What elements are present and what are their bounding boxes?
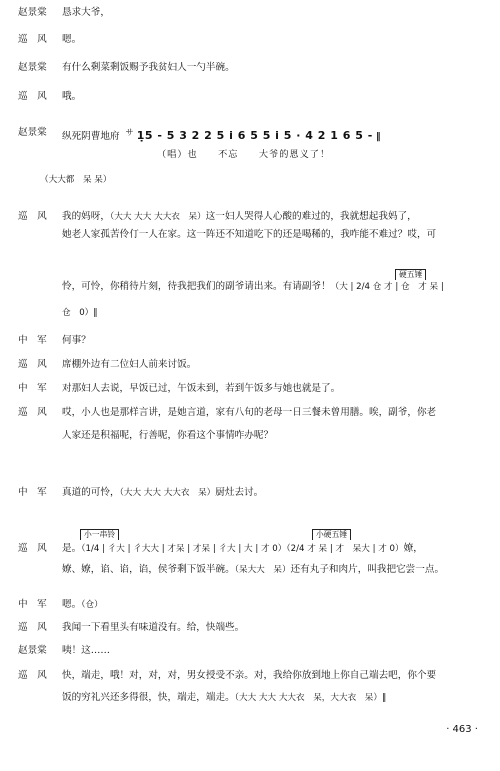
dialogue-line: 嫽， <box>403 543 423 554</box>
dialogue-line: 饭的穷礼兴还多得很，快，端走，端走。 <box>62 692 235 703</box>
dialogue-line: 何事？ <box>62 335 91 346</box>
speaker-name: 赵景棠 <box>18 645 47 656</box>
dialogue-line: 嫽、嫽，谄、谄，谄，侯爷剩下饭半碗。 <box>62 564 235 575</box>
percussion-pattern: （大大 大大 大大衣 呆） <box>119 488 216 498</box>
dialogue-line: 快，端走，哦！对，对，对，男女授受不亲。对，我给你放到地上你自己端去吧，你个要 <box>62 670 437 681</box>
speaker-name: 中 军 <box>18 383 47 394</box>
speaker-name: 赵景棠 <box>18 7 47 18</box>
label-box: 硬五锤 <box>395 269 426 280</box>
barline: ‖ <box>375 131 381 143</box>
dialogue-line: 有什么剩菜剩饭赐予我贫妇人一勺半碗。 <box>62 62 235 73</box>
percussion-pattern: （大 | 2/4 仓 才 | 仓 才 呆 | <box>330 282 444 292</box>
speaker-name: 中 军 <box>18 599 47 610</box>
dialogue-line: 真道的可怜， <box>62 487 120 498</box>
speaker-name: 中 军 <box>18 335 47 346</box>
dialogue-line: 席棚外边有二位妇人前来讨饭。 <box>62 359 197 370</box>
jianpu-notes: 1̣5 - 5 3 2 2 5 i 6 5 5 i 5 · 4 2 1 6 5 - <box>136 129 373 143</box>
speaker-name: 赵景棠 <box>18 62 47 73</box>
speaker-name: 中 军 <box>18 487 47 498</box>
dialogue-line: 人家还是积福呢，行善呢，你看这个事情咋办呢？ <box>62 430 274 441</box>
speaker-name: 巡 风 <box>18 543 47 554</box>
dialogue-line: 恳求大爷， <box>62 7 110 18</box>
speaker-name: 巡 风 <box>18 359 47 370</box>
speaker-name: 巡 风 <box>18 34 47 45</box>
dialogue-line: 她老人家孤苦伶仃一人在家。这一阵还不知道吃下的还是喝稀的，我咋能不难过？哎，可 <box>62 229 437 240</box>
dialogue-line: 厨灶去讨。 <box>215 487 264 498</box>
speaker-name: 巡 风 <box>18 407 47 418</box>
percussion-pattern: （大大 大大 大大衣 呆，大大衣 呆）‖ <box>234 693 387 703</box>
dialogue-line: 对那妇人去说，早饭已过，午饭未到，若到午饭多与她也就是了。 <box>62 383 341 394</box>
percussion-pattern: 仓 0）‖ <box>62 308 98 318</box>
percussion-pattern: （大大 大大 大大衣 呆） <box>109 212 206 222</box>
percussion-pattern: （大大都 呆 呆） <box>40 175 112 185</box>
percussion-pattern: （仓） <box>81 600 103 610</box>
speaker-name: 巡 风 <box>18 211 47 222</box>
lyric-line: （唱）也 不忘 大爷的恩义了！ <box>157 149 331 160</box>
speaker-name: 巡 风 <box>18 91 47 102</box>
page-number: · 463 · <box>446 724 478 735</box>
speaker-name: 巡 风 <box>18 622 47 633</box>
label-box: 小硬五锤 <box>312 529 351 540</box>
speaker-name: 赵景棠 <box>18 127 47 138</box>
dialogue-line: 这一妇人哭得人心酸的难过的，我就想起我妈了， <box>205 211 417 222</box>
percussion-pattern: （1/4 | 彳大 | 彳大大 | 才呆 | 才呆 | 彳大 | 大 | 才 0） <box>81 544 287 554</box>
percussion-pattern: （2/4 才 呆 | 才 呆大 | 才 0） <box>286 544 404 554</box>
percussion-pattern: （呆大大 呆） <box>234 565 291 575</box>
dialogue-line: 怜，可怜，你稍待片刻，待我把我们的副爷请出来。有请副爷！ <box>62 281 331 292</box>
tempo-mark: サ <box>125 128 134 137</box>
dialogue-line: 咦！这…… <box>62 645 110 656</box>
dialogue-line: 嗯。 <box>62 34 82 45</box>
dialogue-line: 纵死阴曹地府 <box>62 131 120 143</box>
dialogue-line: 哦。 <box>62 91 82 102</box>
dialogue-line: 还有丸子和肉片，叫我把它尝一点。 <box>290 564 445 575</box>
dialogue-line: 嗯。 <box>62 599 82 610</box>
dialogue-line: 我的妈呀， <box>62 211 110 222</box>
label-box: 小一串铃 <box>80 529 119 540</box>
dialogue-line: 我闻一下看里头有味道没有。给，快端些。 <box>62 622 245 633</box>
dialogue-line: 是。 <box>62 543 82 554</box>
speaker-name: 巡 风 <box>18 670 47 681</box>
dialogue-line: 哎，小人也是那样言讲，是她言道，家有八旬的老母一日三餐未曾用膳。唉，副爷，你老 <box>62 407 437 418</box>
